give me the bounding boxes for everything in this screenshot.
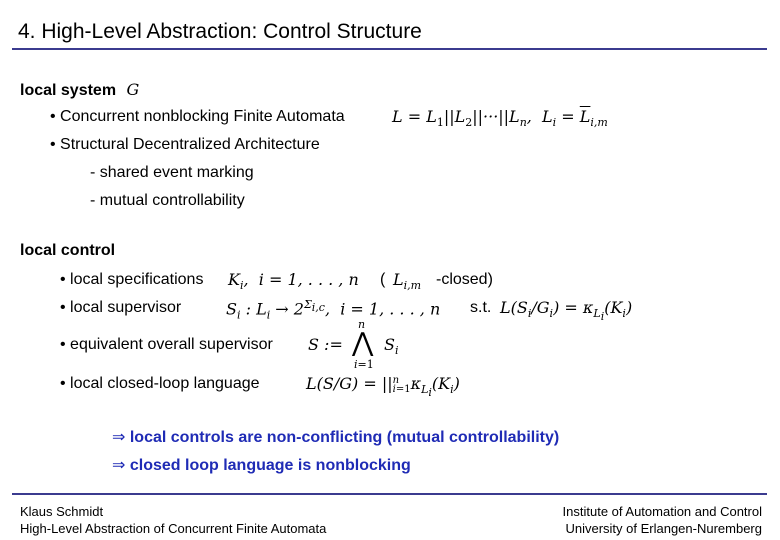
spec-closed-text: -closed) <box>436 271 493 288</box>
conclusion-non-conflicting <box>112 427 559 447</box>
local-control-heading: local control <box>20 242 116 259</box>
local-system-heading <box>20 80 139 100</box>
sub-shared-event-marking: - shared event marking <box>90 164 254 181</box>
system-symbol-g: G <box>126 80 140 99</box>
footer-talk-title: High-Level Abstraction of Concurrent Finite Automata <box>20 521 327 536</box>
conj-lower-limit: i=1 <box>354 358 374 371</box>
conjunction-symbol: ⋀ <box>352 328 374 358</box>
spec-paren-open: ( <box>380 271 386 288</box>
st-label: s.t. <box>470 299 492 316</box>
implies-arrow-icon: ⇒ <box>112 429 126 446</box>
formula-composition: $L = L_1||L_2||\cdot\cdot\cdot||L_n$, $L_i = \overline{L}_{i,m}$ <box>392 107 608 130</box>
bullet-local-supervisor: • local supervisor <box>60 299 182 316</box>
footer-author: Klaus Schmidt <box>20 504 104 519</box>
conclusion-text-1: local controls are non-conflicting (mutual controllability) <box>129 429 560 446</box>
bullet-closed-loop: • local closed-loop language <box>60 375 260 392</box>
local-system-heading-text: local system <box>20 82 117 99</box>
formula-overall-supervisor: S := <box>308 335 343 354</box>
bullet-structural-arch: • Structural Decentralized Architecture <box>50 136 320 153</box>
title-divider <box>12 48 767 50</box>
conj-upper-limit: n <box>358 318 366 331</box>
conclusion-text-2: closed loop language is nonblocking <box>129 457 411 474</box>
bullet-concurrent-fa: • Concurrent nonblocking Finite Automata <box>50 108 345 125</box>
bullet-local-specs: • local specifications <box>60 271 204 288</box>
formula-specs: $K_i$, i = 1, . . . , n <box>228 270 359 293</box>
footer-divider <box>12 493 767 495</box>
formula-si: $S_i$ <box>384 335 399 358</box>
formula-closed-loop: L(S/G) = ||n $i=1\kappa_{L_i}(K_i)$ <box>306 374 460 400</box>
page-title: 4. High-Level Abstraction: Control Structure <box>18 20 422 43</box>
formula-supremal: $L(S_i/G_i) = \kappa_{L_i}(K_i)$ <box>500 298 633 324</box>
conclusion-nonblocking <box>112 455 411 475</box>
footer-left <box>20 503 326 537</box>
footer-institute: Institute of Automation and Control <box>562 504 762 519</box>
sub-mutual-controllability: - mutual controllability <box>90 192 245 209</box>
footer-right <box>563 503 762 537</box>
footer-university: University of Erlangen-Nuremberg <box>565 521 762 536</box>
bullet-equivalent-supervisor: • equivalent overall supervisor <box>60 336 273 353</box>
formula-supervisor: $S_i$ : $L_i \to 2^{\Sigma_{i,c}}$, i = 1, . . . , n <box>226 298 441 322</box>
formula-lim: $L_{i,m}$ <box>393 270 422 293</box>
implies-arrow-icon: ⇒ <box>112 457 126 474</box>
